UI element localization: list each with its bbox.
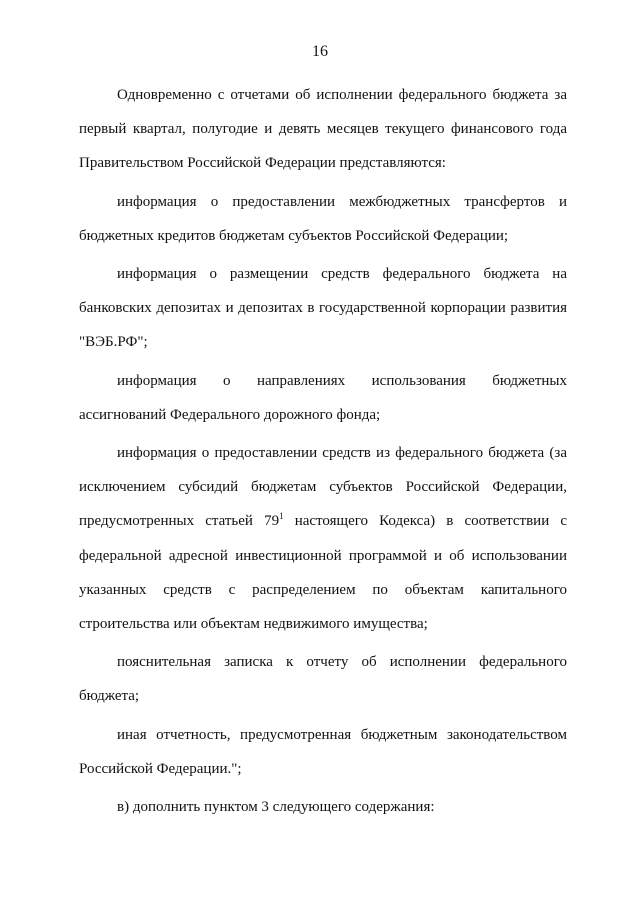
paragraph-interbudget-transfers: информация о предоставлении межбюджетных трансфертов и бюджетных кредитов бюджетам субъектов Российской Федерации; xyxy=(79,193,567,244)
paragraph-investment-program-part2: настоящего Кодекса) в соответствии с федеральной адресной инвестиционной программой и об использовании указанных средств с распределением по объектам капитального строительства или объектам недвижимого имущества; xyxy=(79,513,567,633)
article-superscript: 1 xyxy=(279,511,284,522)
paragraph-intro: Одновременно с отчетами об исполнении федерального бюджета за первый квартал, полугодие и девять месяцев текущего финансового года Правительством Российской Федерации представляются: xyxy=(79,87,567,172)
paragraph-amendment: в) дополнить пунктом 3 следующего содержания: xyxy=(117,799,435,816)
paragraph-investment-program-part1: информация о предоставлении средств из федерального бюджета (за исключением субсидий бюджетам субъектов Российской Федерации, предусмотренных статьей 79 xyxy=(79,445,567,530)
document-body xyxy=(79,78,567,824)
paragraph-road-fund: информация о направлениях использования бюджетных ассигнований Федерального дорожного фонда; xyxy=(79,372,567,423)
paragraph-explanatory-note: пояснительная записка к отчету об исполнении федерального бюджета; xyxy=(79,654,567,705)
page-number: 16 xyxy=(312,43,328,60)
paragraph-deposits: информация о размещении средств федерального бюджета на банковских депозитах и депозитах в государственной корпорации развития "ВЭБ.РФ"; xyxy=(79,266,567,351)
paragraph-investment-program xyxy=(79,436,567,641)
paragraph-other-reporting: иная отчетность, предусмотренная бюджетным законодательством Российской Федерации."; xyxy=(79,726,567,777)
